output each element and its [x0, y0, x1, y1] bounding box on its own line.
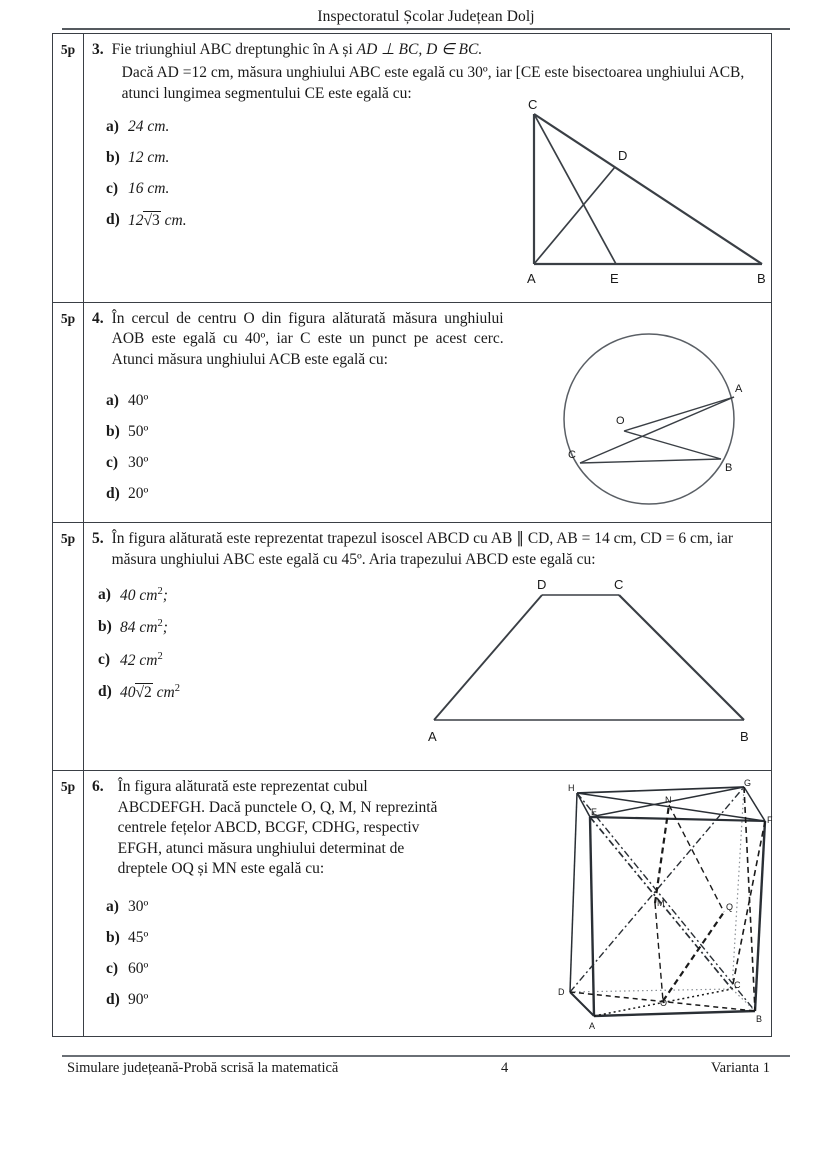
- question-number-3: 3.: [92, 41, 104, 58]
- label-E: E: [610, 271, 619, 286]
- institution-title: Inspectoratul Școlar Județean Dolj: [317, 8, 535, 25]
- label-C: C: [568, 449, 576, 461]
- label-A: A: [428, 729, 437, 745]
- answer-label: b): [106, 928, 120, 946]
- points-cell-5: 5p: [53, 523, 84, 770]
- question-row-6: [53, 771, 771, 1036]
- answer-label: b): [106, 423, 120, 441]
- answer-label: d): [98, 682, 112, 700]
- points-cell-6: 5p: [53, 771, 84, 1036]
- answer-label: d): [106, 211, 120, 229]
- answer-value: 40º: [128, 392, 149, 410]
- answer-label: c): [106, 454, 119, 472]
- answer-value: 40 $cm^2$;: [120, 586, 168, 605]
- label-M: M: [657, 898, 665, 909]
- answer-value: 30º: [128, 897, 149, 915]
- segment-MO: [655, 903, 663, 1001]
- footer-variant: Varianta 1: [710, 1060, 770, 1076]
- label-B: B: [740, 729, 749, 745]
- label-C: C: [734, 980, 741, 991]
- question-body-3: [84, 34, 771, 302]
- question-row-4: [53, 303, 771, 523]
- label-A: A: [735, 383, 743, 395]
- question-body-4: [84, 303, 771, 522]
- circle-outline: [564, 334, 734, 504]
- question-6-text: În figura alăturată este reprezentat cubul ABCDEFGH. Dacă punctele O, Q, M, N reprezintă centrele fețelor ABCD, BCGF, CDHG, respectiv EFGH, atunci măsura unghiului determinat de dreptele OQ și MN este egală cu:: [117, 778, 438, 878]
- label-B: B: [725, 462, 733, 474]
- question-body-6: [84, 771, 771, 1036]
- answer-value: 50º: [128, 423, 149, 441]
- points-cell-3: 5p: [53, 34, 84, 302]
- isosceles-trapezoid-figure: [414, 575, 774, 750]
- edge-GF: [744, 787, 765, 821]
- label-C: C: [528, 97, 538, 112]
- label-B: B: [756, 1014, 763, 1025]
- label-O: O: [660, 998, 668, 1009]
- question-body-5: [84, 523, 771, 770]
- answer-label: d): [106, 990, 120, 1008]
- radius-OA: [624, 397, 734, 431]
- edge-AB: [594, 1011, 755, 1016]
- answer-label: a): [106, 392, 119, 410]
- radius-OB: [624, 431, 721, 459]
- answer-label: c): [98, 650, 111, 668]
- page-header: [62, 8, 790, 30]
- question-row-3: [53, 34, 771, 303]
- label-F: F: [767, 815, 773, 826]
- edge-DA: [570, 992, 594, 1016]
- points-cell-4: 5p: [53, 303, 84, 522]
- chord-CA: [580, 397, 734, 463]
- answer-value: 40√2 $cm^2$: [120, 682, 180, 701]
- label-B: B: [757, 271, 766, 286]
- answer-value: 45º: [128, 928, 149, 946]
- edge-HD: [570, 793, 577, 992]
- answer-value: 16 cm.: [128, 180, 170, 198]
- side-CB: [619, 595, 744, 720]
- answer-label: b): [98, 618, 112, 636]
- segment-CB: [534, 114, 762, 264]
- question-5-text: În figura alăturată este reprezentat trapezul isoscel ABCD cu AB ∥ CD, AB = 14 cm, CD = 6 cm, iar măsura unghiului ABC este egală cu 45º. Aria trapezului ABCD este egală cu:: [111, 530, 734, 568]
- answer-value: 20º: [128, 485, 149, 503]
- question-row-5: [53, 523, 771, 771]
- question-3-line2: Dacă AD =12 cm, măsura unghiului ABC este egală cu 30º, iar [CE este bisectoarea unghiului ACB, atunci lungimea segmentului CE este egală cu:: [121, 64, 745, 102]
- segment-OQ: [663, 912, 724, 1001]
- question-3-line1: Fie triunghiul ABC dreptunghic în A și: [111, 41, 357, 58]
- label-D: D: [558, 987, 565, 998]
- question-number-4: 4.: [92, 310, 104, 327]
- segment-NQ: [669, 805, 724, 912]
- edge-HE: [577, 793, 590, 817]
- question-3-line1-math: AD ⊥ BC, D ∈ BC.: [356, 41, 483, 58]
- answer-value: 12 cm.: [128, 149, 170, 167]
- header-rule: [62, 28, 790, 30]
- label-D: D: [618, 148, 628, 163]
- label-C: C: [614, 577, 624, 593]
- label-E: E: [591, 807, 598, 818]
- answer-value: 60º: [128, 959, 149, 977]
- label-N: N: [665, 795, 672, 806]
- label-G: G: [744, 779, 752, 789]
- chord-CB: [580, 459, 721, 463]
- footer-exam-title: Simulare județeană-Probă scrisă la matematică: [67, 1060, 339, 1076]
- label-A: A: [527, 271, 536, 286]
- label-D: D: [537, 577, 547, 593]
- label-A: A: [589, 1021, 596, 1032]
- side-AD: [434, 595, 542, 720]
- answer-value: 90º: [128, 990, 149, 1008]
- right-triangle-abc-figure: [504, 96, 794, 286]
- page-footer: [62, 1055, 790, 1077]
- edge-EA: [590, 817, 594, 1016]
- answer-value: 84 $cm^2$;: [120, 618, 168, 637]
- label-Q: Q: [726, 902, 734, 913]
- answer-label: c): [106, 959, 119, 977]
- edge-FB: [755, 821, 765, 1011]
- answer-label: c): [106, 180, 119, 198]
- answer-label: a): [98, 586, 111, 604]
- answer-label: a): [106, 118, 119, 136]
- answer-label: a): [106, 897, 119, 915]
- circle-inscribed-angle-figure: [554, 331, 774, 511]
- segment-AD: [534, 167, 615, 264]
- answer-label: d): [106, 485, 120, 503]
- question-4-text: În cercul de centru O din figura alăturată măsura unghiului AOB este egală cu 40º, iar C este un punct pe acest cerc. Atunci măsura unghiului ACB este egală cu:: [111, 310, 504, 368]
- footer-page-number: 4: [500, 1060, 509, 1076]
- question-number-5: 5.: [92, 530, 104, 548]
- exam-questions-table: [52, 33, 772, 1037]
- answer-value: 24 cm.: [128, 118, 170, 136]
- label-O: O: [616, 415, 625, 427]
- answer-value: 42 $cm^2$: [120, 650, 163, 669]
- segment-CE: [534, 114, 616, 264]
- answer-value: 30º: [128, 454, 149, 472]
- answer-value: 12√3 cm.: [128, 212, 187, 230]
- cube-abcdefgh-figure: [482, 779, 782, 1037]
- question-number-6: 6.: [92, 778, 104, 796]
- answer-label: b): [106, 149, 120, 167]
- label-H: H: [568, 783, 575, 794]
